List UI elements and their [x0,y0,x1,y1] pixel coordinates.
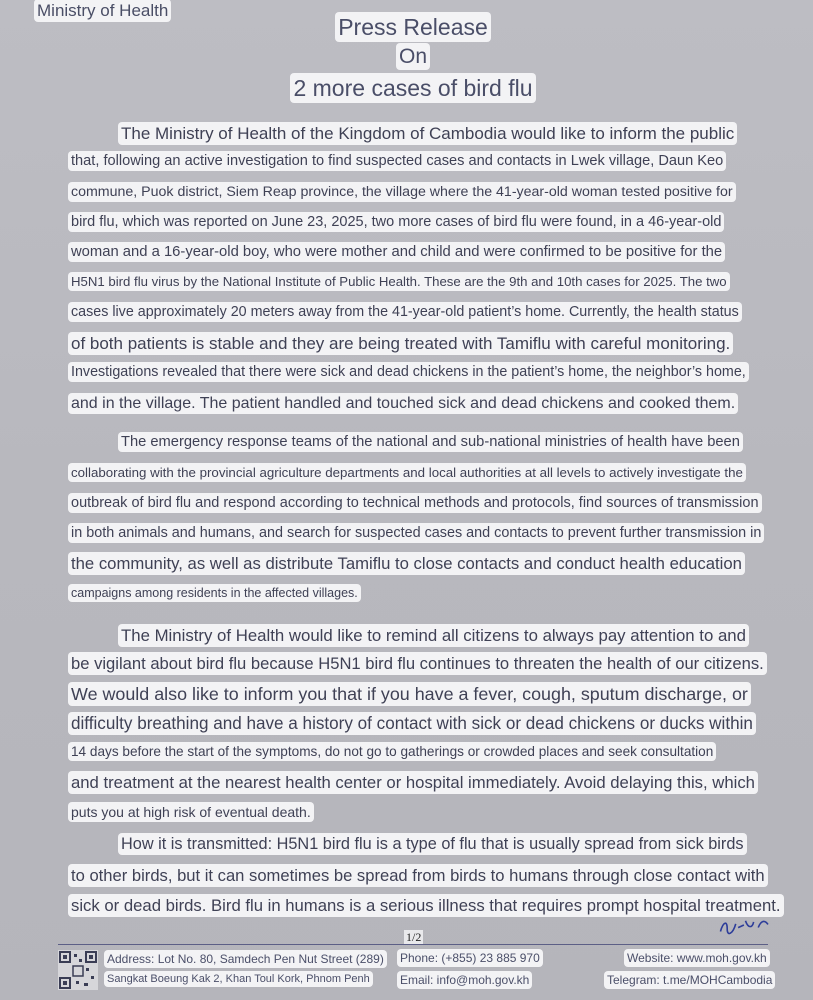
text-line: Investigations revealed that there were sick and dead chickens in the patient’s home, the neighbor’s home, [68,362,749,382]
text-line: that, following an active investigation to find suspected cases and contacts in Lwek village, Daun Keo [68,151,726,171]
text-line: The Ministry of Health of the Kingdom of Cambodia would like to inform the public [118,122,737,145]
text-line: How it is transmitted: H5N1 bird flu is a type of flu that is usually spread from sick birds [118,833,747,855]
text-line: the community, as well as distribute Tamiflu to close contacts and conduct health education [68,552,745,575]
qr-code-icon [58,950,98,990]
footer-address-line2: Sangkat Boeung Kak 2, Khan Toul Kork, Phnom Penh [104,973,373,985]
text-line: We would also like to inform you that if you have a fever, cough, sputum discharge, or [68,682,751,706]
text-line: difficulty breathing and have a history of contact with sick or dead chickens or ducks within [68,712,756,735]
page-number: 1/2 [406,930,422,944]
title-subject: 2 more cases of bird flu [0,75,813,102]
footer-address-line1: Address: Lot No. 80, Samdech Pen Nut Street (289) [104,952,387,966]
text-line: campaigns among residents in the affected villages. [68,584,361,602]
text-line: in both animals and humans, and search for suspected cases and contacts to prevent further transmission in [68,523,764,543]
text-line: woman and a 16-year-old boy, who were mother and child and were confirmed to be positive for the [68,242,725,262]
text-line: and treatment at the nearest health center or hospital immediately. Avoid delaying this, which [68,771,758,794]
text-line: be vigilant about bird flu because H5N1 bird flu continues to threaten the health of our citizens. [68,652,767,675]
text-line: H5N1 bird flu virus by the National Institute of Public Health. These are the 9th and 10th cases for 2025. The two [68,272,730,291]
text-line: The Ministry of Health would like to remind all citizens to always pay attention to and [118,624,749,647]
footer-phone: Phone: (+855) 23 885 970 [397,951,543,965]
text-line: and in the village. The patient handled and touched sick and dead chickens and cooked them. [68,393,738,414]
title-on: On [0,45,813,69]
text-line: 14 days before the start of the symptoms, do not go to gatherings or crowded places and seek consultation [68,742,716,761]
title-press-release: Press Release [0,14,813,41]
text-line: to other birds, but it can sometimes be spread from birds to humans through close contact with [68,864,768,887]
text-line: outbreak of bird flu and respond according to technical methods and protocols, find sources of transmission [68,493,762,513]
footer-email[interactable]: Email: info@moh.gov.kh [397,973,532,987]
text-line: The emergency response teams of the national and sub-national ministries of health have been [118,432,743,452]
text-line: cases live approximately 20 meters away from the 41-year-old patient’s home. Currently, the health status [68,302,742,322]
text-line: puts you at high risk of eventual death. [68,802,314,822]
footer-website[interactable]: Website: www.moh.gov.kh [624,951,770,965]
text-line: collaborating with the provincial agriculture departments and local authorities at all levels to actively investigate the [68,463,746,482]
footer-divider [58,944,768,945]
text-line: commune, Puok district, Siem Reap province, the village where the 41-year-old woman tested positive for [68,182,736,202]
ministry-label: Ministry of Health [34,1,171,21]
footer-telegram[interactable]: Telegram: t.me/MOHCambodia [604,973,775,987]
text-line: bird flu, which was reported on June 23, 2025, two more cases of bird flu were found, in a 46-year-old [68,212,724,232]
signature-mark [717,912,771,939]
text-line: of both patients is stable and they are being treated with Tamiflu with careful monitoring. [68,332,733,355]
text-line: sick or dead birds. Bird flu in humans is a serious illness that requires prompt hospital treatment. [68,894,784,917]
